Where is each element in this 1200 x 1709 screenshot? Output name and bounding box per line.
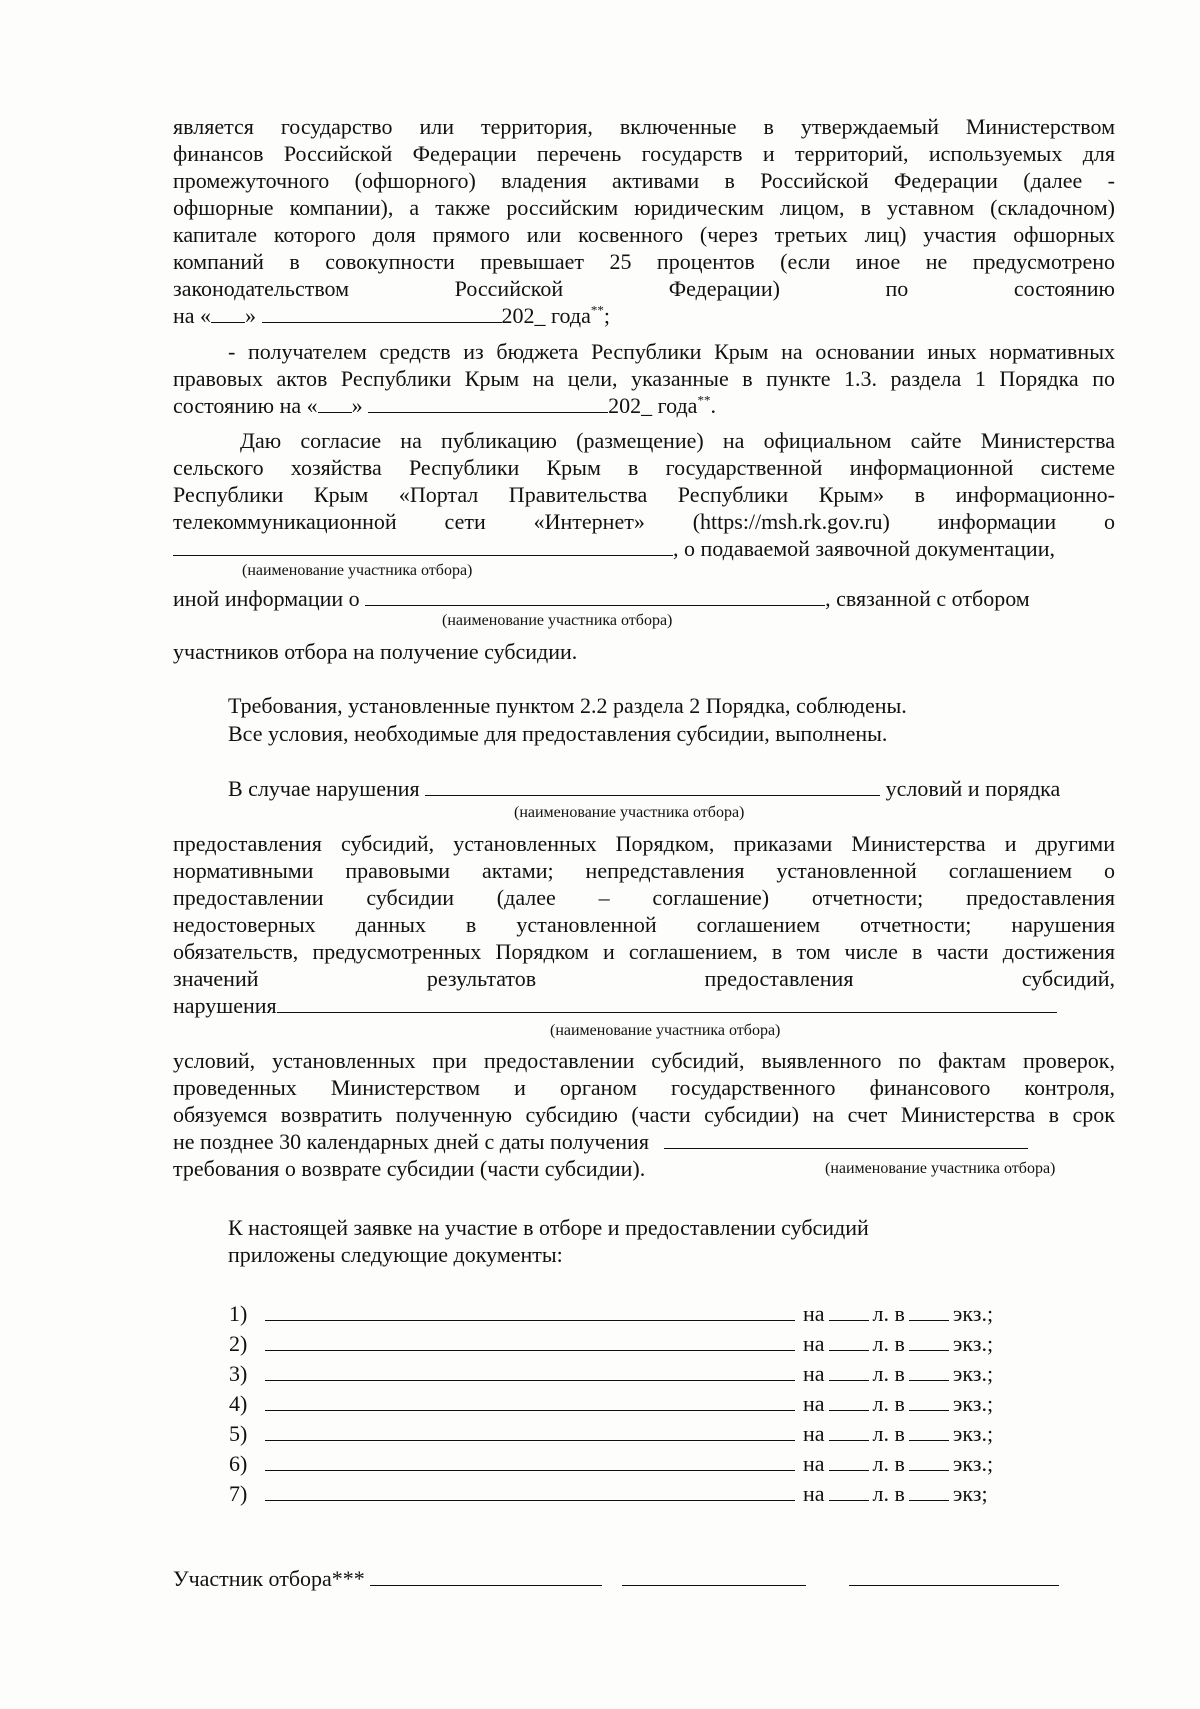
participant-name-blank[interactable]: [365, 585, 825, 606]
copies-blank[interactable]: [909, 1420, 949, 1441]
document-row: 4) на л. в экз.;: [229, 1391, 994, 1416]
paragraph-line: - получателем средств из бюджета Республики Крым на основании иных нормативных: [228, 339, 1115, 364]
participant-name-blank[interactable]: [664, 1128, 1028, 1149]
paragraph-line: законодательством Российской Федерации) по состоянию: [173, 276, 1115, 301]
document-name-blank[interactable]: [265, 1300, 795, 1321]
date-line-1: на « » 202_ года**;: [173, 302, 610, 328]
document-row: 7) на л. в экз;: [229, 1481, 988, 1506]
date-line-2: состоянию на « » 202_ года**.: [173, 392, 716, 418]
paragraph-line: Республики Крым «Портал Правительства Республики Крым» в информационно-: [173, 482, 1115, 507]
paragraph-line: является государство или территория, включенные в утверждаемый Министерством: [173, 114, 1115, 139]
sheets-blank[interactable]: [829, 1420, 869, 1441]
paragraph-line: значений результатов предоставления субсидий,: [173, 966, 1115, 991]
document-row: 5) на л. в экз.;: [229, 1421, 994, 1446]
paragraph-line: обязательств, предусмотренных Порядком и соглашением, в том числе в части достижения: [173, 939, 1115, 964]
copies-blank[interactable]: [909, 1360, 949, 1381]
paragraph-line: требования о возврате субсидии (части субсидии).: [173, 1156, 646, 1181]
month-blank[interactable]: [262, 302, 502, 323]
sheets-blank[interactable]: [829, 1480, 869, 1501]
signature-line: Участник отбора***: [173, 1565, 1115, 1592]
participant-name-blank[interactable]: [425, 775, 880, 796]
deadline-line: не позднее 30 календарных дней с даты получения: [173, 1128, 1115, 1155]
sheets-blank[interactable]: [829, 1300, 869, 1321]
paragraph-line: недостоверных данных в установленной соглашением отчетности; нарушения: [173, 912, 1115, 937]
paragraph-line: промежуточного (офшорного) владения активами в Российской Федерации (далее -: [173, 168, 1115, 193]
field-caption: (наименование участника отбора): [825, 1160, 1056, 1177]
copies-blank[interactable]: [909, 1300, 949, 1321]
month-blank[interactable]: [368, 392, 608, 413]
attachments-intro: приложены следующие документы:: [228, 1242, 563, 1267]
sheets-blank[interactable]: [829, 1390, 869, 1411]
attachments-intro: К настоящей заявке на участие в отборе и предоставлении субсидий: [228, 1215, 869, 1240]
paragraph-line: офшорные компании), а также российским юридическим лицом, в уставном (складочном): [173, 195, 1115, 220]
paragraph-line: правовых актов Республики Крым на цели, указанные в пункте 1.3. раздела 1 Порядка по: [173, 366, 1115, 391]
paragraph-line: финансов Российской Федерации перечень государств и территорий, используемых для: [173, 141, 1115, 166]
requirements-line: Требования, установленные пунктом 2.2 раздела 2 Порядка, соблюдены.: [228, 693, 907, 718]
participant-line-2: иной информации о , связанной с отбором: [173, 586, 1030, 611]
paragraph-line: обязуемся возвратить полученную субсидию (части субсидии) на счет Министерства в срок: [173, 1102, 1115, 1127]
copies-blank[interactable]: [909, 1330, 949, 1351]
paragraph-line: сельского хозяйства Республики Крым в государственной информационной системе: [173, 455, 1115, 480]
paragraph-line: предоставлении субсидии (далее – соглашение) отчетности; предоставления: [173, 885, 1115, 910]
participant-name-blank[interactable]: [173, 535, 673, 556]
paragraph-line: компаний в совокупности превышает 25 процентов (если иное не предусмотрено: [173, 249, 1115, 274]
document-name-blank[interactable]: [265, 1390, 795, 1411]
document-row: 1) на л. в экз.;: [229, 1301, 994, 1326]
paragraph-line: капитале которого доля прямого или косвенного (через третьих лиц) участия офшорных: [173, 222, 1115, 247]
paragraph-line: условий, установленных при предоставлении субсидий, выявленного по фактам проверок,: [173, 1048, 1115, 1073]
paragraph-line: предоставления субсидий, установленных Порядком, приказами Министерства и другими: [173, 831, 1115, 856]
field-caption: (наименование участника отбора): [550, 1022, 781, 1039]
paragraph-line: проведенных Министерством и органом государственного финансового контроля,: [173, 1075, 1115, 1100]
signature-blank[interactable]: [622, 1565, 806, 1586]
document-name-blank[interactable]: [265, 1420, 795, 1441]
full-name-blank[interactable]: [849, 1565, 1059, 1586]
field-caption: (наименование участника отбора): [442, 612, 673, 629]
violation-blank-line: нарушения: [173, 992, 1115, 1019]
sheets-blank[interactable]: [829, 1360, 869, 1381]
document-row: 3) на л. в экз.;: [229, 1361, 994, 1386]
document-name-blank[interactable]: [265, 1360, 795, 1381]
day-blank[interactable]: [211, 302, 245, 323]
document-name-blank[interactable]: [265, 1480, 795, 1501]
copies-blank[interactable]: [909, 1450, 949, 1471]
paragraph-line: участников отбора на получение субсидии.: [173, 639, 578, 664]
participant-line-1: , о подаваемой заявочной документации,: [173, 535, 1115, 562]
field-caption: (наименование участника отбора): [514, 804, 745, 821]
paragraph-line: телекоммуникационной сети «Интернет» (https://msh.rk.gov.ru) информации о: [173, 509, 1115, 534]
paragraph-line: нормативными правовыми актами; непредставления установленной соглашением о: [173, 858, 1115, 883]
sheets-blank[interactable]: [829, 1450, 869, 1471]
field-caption: (наименование участника отбора): [242, 562, 473, 579]
document-name-blank[interactable]: [265, 1450, 795, 1471]
copies-blank[interactable]: [909, 1480, 949, 1501]
document-name-blank[interactable]: [265, 1330, 795, 1351]
copies-blank[interactable]: [909, 1390, 949, 1411]
violation-line: В случае нарушения условий и порядка: [228, 776, 1061, 801]
position-blank[interactable]: [370, 1565, 602, 1586]
sheets-blank[interactable]: [829, 1330, 869, 1351]
participant-name-blank[interactable]: [277, 992, 1057, 1013]
document-row: 2) на л. в экз.;: [229, 1331, 994, 1356]
day-blank[interactable]: [318, 392, 352, 413]
conditions-line: Все условия, необходимые для предоставления субсидии, выполнены.: [228, 721, 888, 746]
document-row: 6) на л. в экз.;: [229, 1451, 994, 1476]
paragraph-line: Даю согласие на публикацию (размещение) на официальном сайте Министерства: [240, 428, 1115, 453]
